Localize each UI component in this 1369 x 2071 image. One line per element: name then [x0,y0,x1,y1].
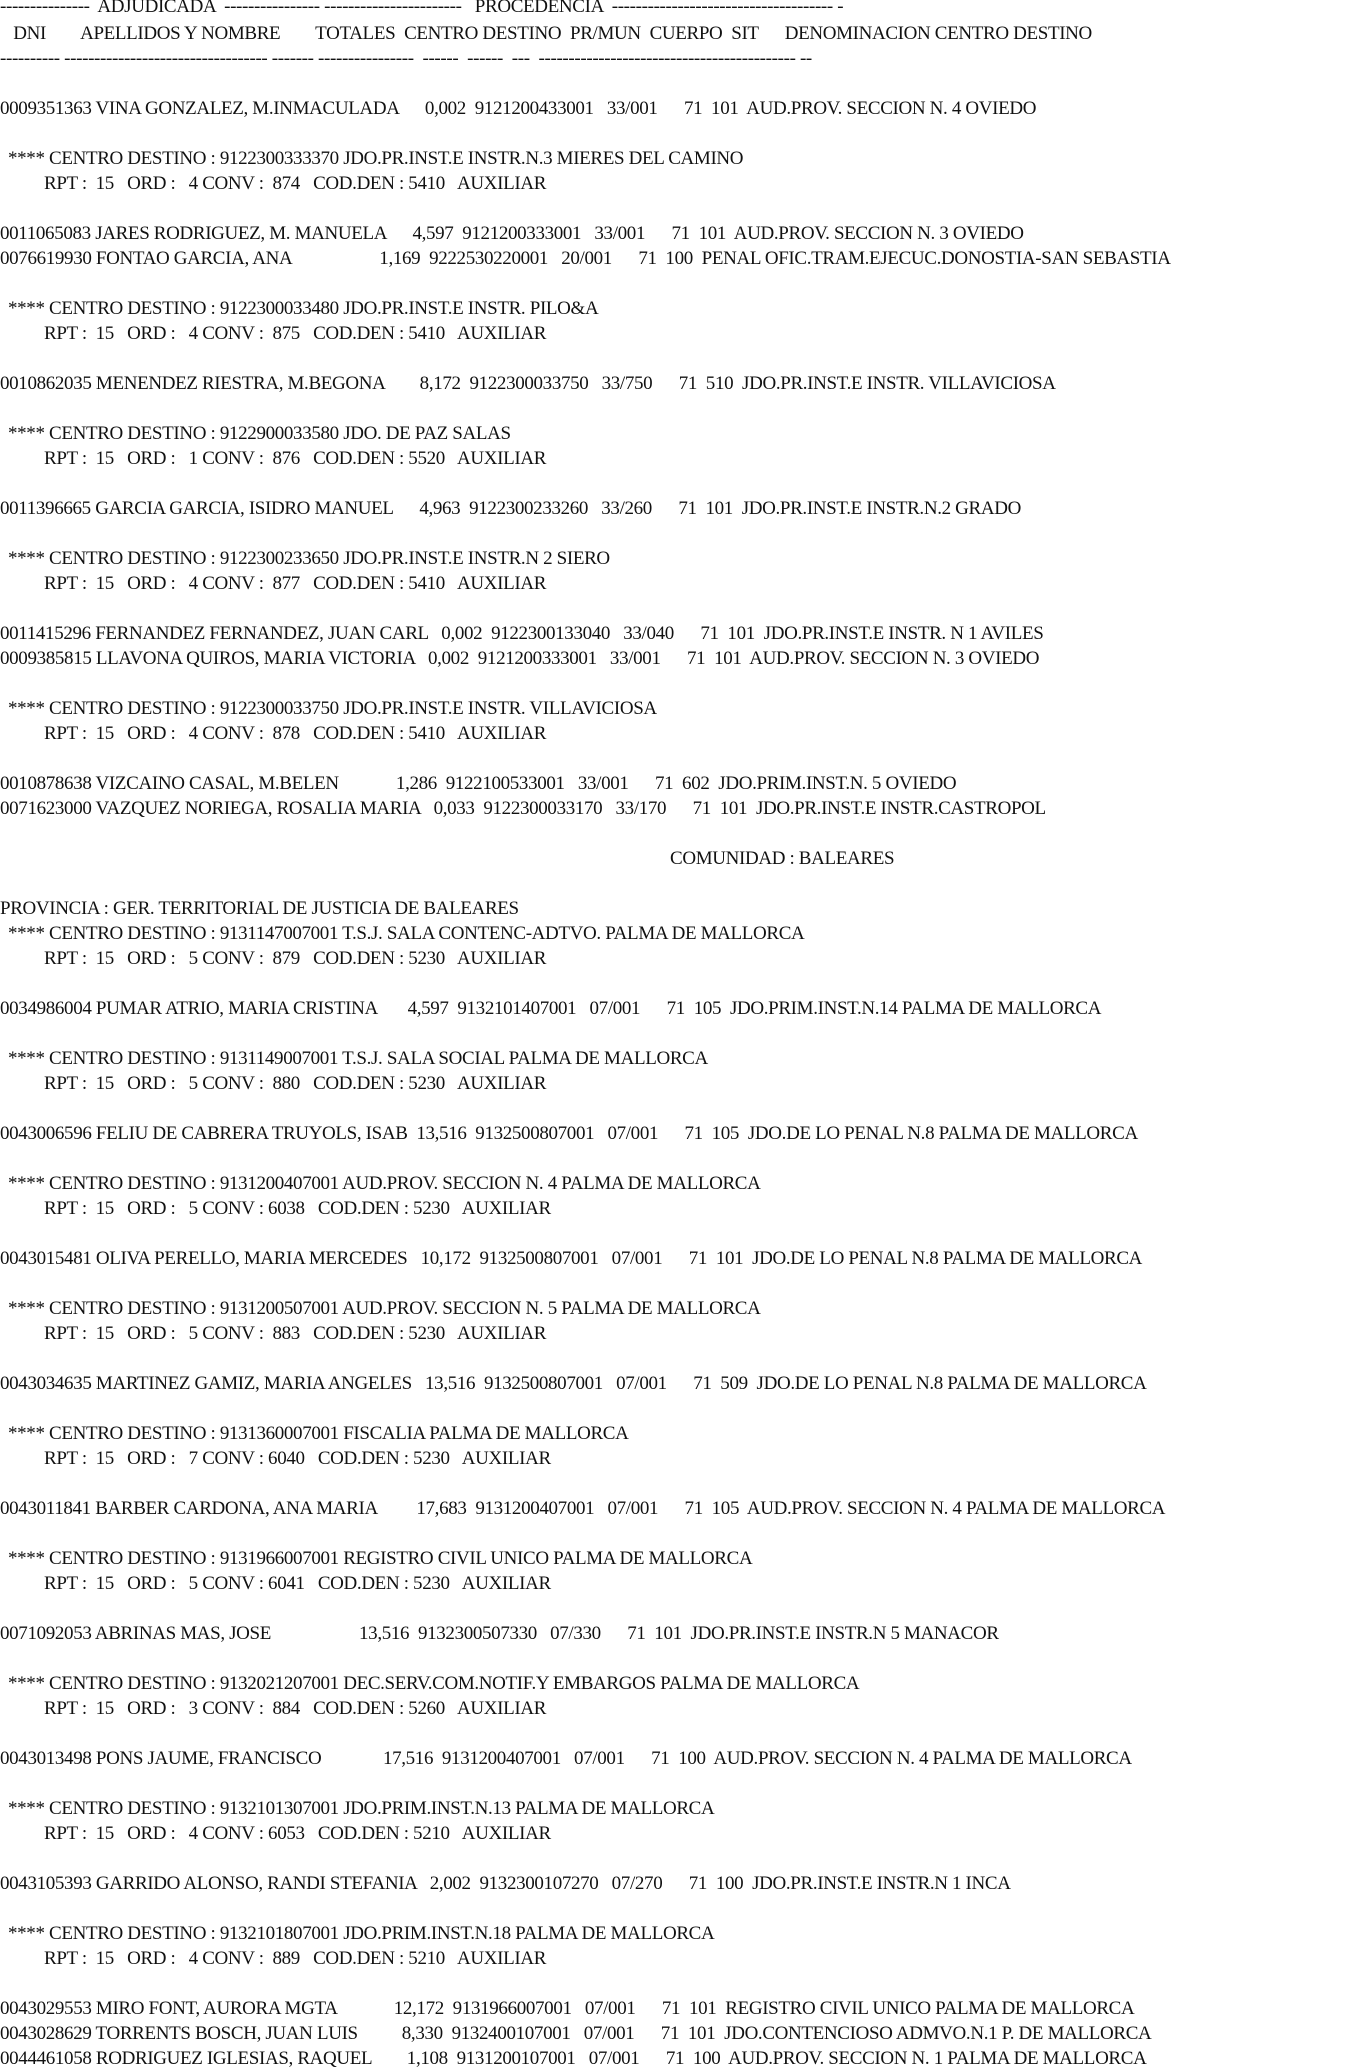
rpt-detail-line: RPT : 15 ORD : 5 CONV : 880 COD.DEN : 5230 AUXILIAR [44,1073,547,1094]
record-line: 0043034635 MARTINEZ GAMIZ, MARIA ANGELES 13,516 9132500807001 07/001 71 509 JDO.DE LO PENAL N.8 PALMA DE MALLORCA [0,1373,1147,1394]
record-line: 0043011841 BARBER CARDONA, ANA MARIA 17,683 9131200407001 07/001 71 105 AUD.PROV. SECCION N. 4 PALMA DE MALLORCA [0,1498,1166,1519]
record-line: 0043105393 GARRIDO ALONSO, RANDI STEFANIA 2,002 9132300107270 07/270 71 100 JDO.PR.INST.E INSTR.N 1 INCA [0,1873,1011,1894]
record-line: 0011396665 GARCIA GARCIA, ISIDRO MANUEL 4,963 9122300233260 33/260 71 101 JDO.PR.INST.E INSTR.N.2 GRADO [0,498,1021,519]
rpt-detail-line: RPT : 15 ORD : 5 CONV : 6041 COD.DEN : 5230 AUXILIAR [44,1573,551,1594]
centro-destino-heading: **** CENTRO DESTINO : 9122900033580 JDO. DE PAZ SALAS [8,423,511,444]
record-line: 0010862035 MENENDEZ RIESTRA, M.BEGONA 8,172 9122300033750 33/750 71 510 JDO.PR.INST.E INSTR. VILLAVICIOSA [0,373,1056,394]
centro-destino-heading: **** CENTRO DESTINO : 9131200407001 AUD.PROV. SECCION N. 4 PALMA DE MALLORCA [8,1173,761,1194]
centro-destino-heading: **** CENTRO DESTINO : 9131149007001 T.S.J. SALA SOCIAL PALMA DE MALLORCA [8,1048,708,1069]
centro-destino-heading: **** CENTRO DESTINO : 9131200507001 AUD.PROV. SECCION N. 5 PALMA DE MALLORCA [8,1298,761,1319]
rpt-detail-line: RPT : 15 ORD : 5 CONV : 883 COD.DEN : 5230 AUXILIAR [44,1323,547,1344]
centro-destino-heading: **** CENTRO DESTINO : 9132021207001 DEC.SERV.COM.NOTIF.Y EMBARGOS PALMA DE MALLORCA [8,1673,860,1694]
centro-destino-heading: **** CENTRO DESTINO : 9132101307001 JDO.PRIM.INST.N.13 PALMA DE MALLORCA [8,1798,715,1819]
rpt-detail-line: RPT : 15 ORD : 4 CONV : 889 COD.DEN : 5210 AUXILIAR [44,1948,547,1969]
record-line: 0009385815 LLAVONA QUIROS, MARIA VICTORIA 0,002 9121200333001 33/001 71 101 AUD.PROV. SECCION N. 3 OVIEDO [0,648,1040,669]
rpt-detail-line: RPT : 15 ORD : 3 CONV : 884 COD.DEN : 5260 AUXILIAR [44,1698,547,1719]
rpt-detail-line: RPT : 15 ORD : 5 CONV : 879 COD.DEN : 5230 AUXILIAR [44,948,547,969]
rpt-detail-line: RPT : 15 ORD : 1 CONV : 876 COD.DEN : 5520 AUXILIAR [44,448,547,469]
header-rule-bottom: ---------- ---------------------------------- ------- ---------------- ------ ------ --- ------------------------------------------- -- [0,48,812,69]
record-line: 0071092053 ABRINAS MAS, JOSE 13,516 9132300507330 07/330 71 101 JDO.PR.INST.E INSTR.N 5 MANACOR [0,1623,999,1644]
record-line: 0043013498 PONS JAUME, FRANCISCO 17,516 9131200407001 07/001 71 100 AUD.PROV. SECCION N. 4 PALMA DE MALLORCA [0,1748,1132,1769]
record-line: 0043029553 MIRO FONT, AURORA MGTA 12,172 9131966007001 07/001 71 101 REGISTRO CIVIL UNICO PALMA DE MALLORCA [0,1998,1135,2019]
rpt-detail-line: RPT : 15 ORD : 7 CONV : 6040 COD.DEN : 5230 AUXILIAR [44,1448,551,1469]
record-line: 0044461058 RODRIGUEZ IGLESIAS, RAQUEL 1,108 9131200107001 07/001 71 100 AUD.PROV. SECCION N. 1 PALMA DE MALLORCA [0,2048,1147,2069]
rpt-detail-line: RPT : 15 ORD : 4 CONV : 6053 COD.DEN : 5210 AUXILIAR [44,1823,551,1844]
record-line: 0010878638 VIZCAINO CASAL, M.BELEN 1,286 9122100533001 33/001 71 602 JDO.PRIM.INST.N. 5 OVIEDO [0,773,957,794]
centro-destino-heading: **** CENTRO DESTINO : 9122300033480 JDO.PR.INST.E INSTR. PILO&A [8,298,599,319]
centro-destino-heading: **** CENTRO DESTINO : 9132101807001 JDO.PRIM.INST.N.18 PALMA DE MALLORCA [8,1923,715,1944]
centro-destino-heading: **** CENTRO DESTINO : 9131147007001 T.S.J. SALA CONTENC-ADTVO. PALMA DE MALLORCA [8,923,805,944]
record-line: 0043006596 FELIU DE CABRERA TRUYOLS, ISAB 13,516 9132500807001 07/001 71 105 JDO.DE LO PENAL N.8 PALMA DE MALLORCA [0,1123,1138,1144]
record-line: 0011065083 JARES RODRIGUEZ, M. MANUELA 4,597 9121200333001 33/001 71 101 AUD.PROV. SECCION N. 3 OVIEDO [0,223,1024,244]
centro-destino-heading: **** CENTRO DESTINO : 9122300033750 JDO.PR.INST.E INSTR. VILLAVICIOSA [8,698,657,719]
record-line: 0043015481 OLIVA PERELLO, MARIA MERCEDES 10,172 9132500807001 07/001 71 101 JDO.DE LO PENAL N.8 PALMA DE MALLORCA [0,1248,1143,1269]
rpt-detail-line: RPT : 15 ORD : 4 CONV : 878 COD.DEN : 5410 AUXILIAR [44,723,547,744]
rpt-detail-line: RPT : 15 ORD : 4 CONV : 877 COD.DEN : 5410 AUXILIAR [44,573,547,594]
record-line: 0076619930 FONTAO GARCIA, ANA 1,169 9222530220001 20/001 71 100 PENAL OFIC.TRAM.EJECUC.DONOSTIA-SAN SEBASTIA [0,248,1171,269]
provincia-heading: PROVINCIA : GER. TERRITORIAL DE JUSTICIA DE BALEARES [0,898,519,919]
header-rule-top: --------------- ADJUDICADA ---------------- ----------------------- PROCEDENCIA ------------------------------------- - [0,0,844,17]
centro-destino-heading: **** CENTRO DESTINO : 9122300233650 JDO.PR.INST.E INSTR.N 2 SIERO [8,548,610,569]
record-line: 0011415296 FERNANDEZ FERNANDEZ, JUAN CARL 0,002 9122300133040 33/040 71 101 JDO.PR.INST.E INSTR. N 1 AVILES [0,623,1044,644]
centro-destino-heading: **** CENTRO DESTINO : 9122300333370 JDO.PR.INST.E INSTR.N.3 MIERES DEL CAMINO [8,148,744,169]
record-line: 0043028629 TORRENTS BOSCH, JUAN LUIS 8,330 9132400107001 07/001 71 101 JDO.CONTENCIOSO ADMVO.N.1 P. DE MALLORCA [0,2023,1152,2044]
record-line: 0009351363 VINA GONZALEZ, M.INMACULADA 0,002 9121200433001 33/001 71 101 AUD.PROV. SECCION N. 4 OVIEDO [0,98,1037,119]
rpt-detail-line: RPT : 15 ORD : 4 CONV : 875 COD.DEN : 5410 AUXILIAR [44,323,547,344]
record-line: 0071623000 VAZQUEZ NORIEGA, ROSALIA MARIA 0,033 9122300033170 33/170 71 101 JDO.PR.INST.E INSTR.CASTROPOL [0,798,1046,819]
record-line: 0034986004 PUMAR ATRIO, MARIA CRISTINA 4,597 9132101407001 07/001 71 105 JDO.PRIM.INST.N.14 PALMA DE MALLORCA [0,998,1102,1019]
rpt-detail-line: RPT : 15 ORD : 5 CONV : 6038 COD.DEN : 5230 AUXILIAR [44,1198,551,1219]
centro-destino-heading: **** CENTRO DESTINO : 9131360007001 FISCALIA PALMA DE MALLORCA [8,1423,629,1444]
comunidad-heading: COMUNIDAD : BALEARES [670,848,895,869]
centro-destino-heading: **** CENTRO DESTINO : 9131966007001 REGISTRO CIVIL UNICO PALMA DE MALLORCA [8,1548,753,1569]
rpt-detail-line: RPT : 15 ORD : 4 CONV : 874 COD.DEN : 5410 AUXILIAR [44,173,547,194]
column-headers: DNI APELLIDOS Y NOMBRE TOTALES CENTRO DESTINO PR/MUN CUERPO SIT DENOMINACION CENTRO DESTINO [0,23,1092,44]
